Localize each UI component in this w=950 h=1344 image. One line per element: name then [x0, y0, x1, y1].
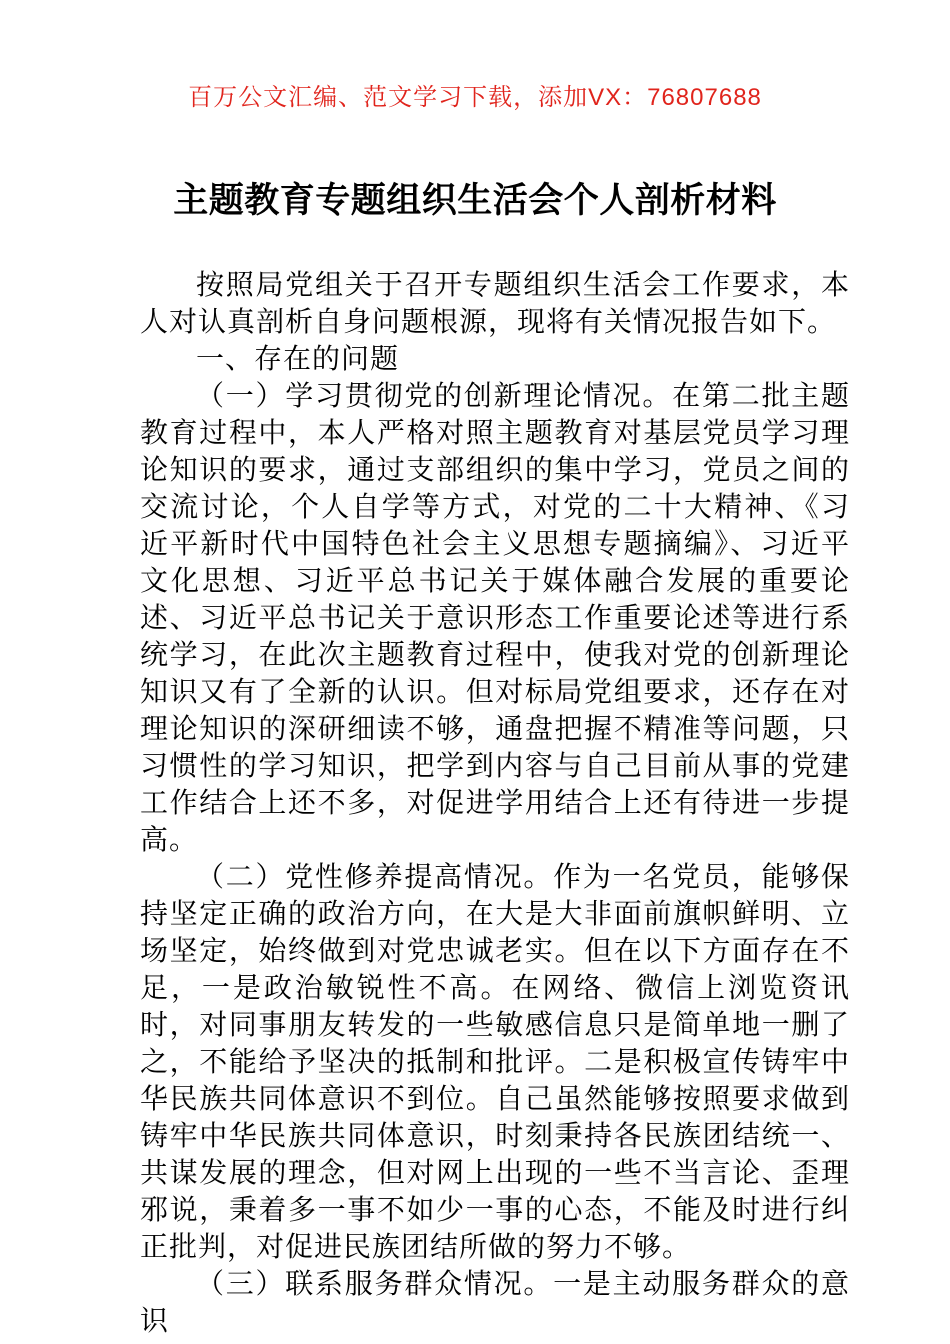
paragraph-intro: 按照局党组关于召开专题组织生活会工作要求，本人对认真剖析自身问题根源，现将有关情况报告如下。: [140, 269, 850, 337]
document-title: 主题教育专题组织生活会个人剖析材料: [173, 181, 777, 220]
paragraph-serving-masses: （三）联系服务群众情况。一是主动服务群众的意识: [140, 1268, 850, 1336]
document-body: [140, 266, 850, 1339]
watermark-promo-text: 百万公文汇编、范文学习下载，添加VX：76807688: [188, 84, 762, 111]
paragraph-party-spirit: （二）党性修养提高情况。作为一名党员，能够保持坚定正确的政治方向，在大是大非面前旗帜鲜明、立场坚定，始终做到对党忠诚老实。但在以下方面存在不足，一是政治敏锐性不高。在网络、微信上浏览资讯时，对同事朋友转发的一些敏感信息只是简单地一删了之，不能给予坚决的抵制和批评。二是积极宣传铸牢中华民族共同体意识不到位。自己虽然能够按照要求做到铸牢中华民族共同体意识，时刻秉持各民族团结统一、共谋发展的理念，但对网上出现的一些不当言论、歪理邪说，秉着多一事不如少一事的心态，不能及时进行纠正批判，对促进民族团结所做的努力不够。: [140, 861, 850, 1262]
paragraph-theory-study: （一）学习贯彻党的创新理论情况。在第二批主题教育过程中，本人严格对照主题教育对基层党员学习理论知识的要求，通过支部组织的集中学习，党员之间的交流讨论，个人自学等方式，对党的二十大精神、《习近平新时代中国特色社会主义思想专题摘编》、习近平文化思想、习近平总书记关于媒体融合发展的重要论述、习近平总书记关于意识形态工作重要论述等进行系统学习，在此次主题教育过程中，使我对党的创新理论知识又有了全新的认识。但对标局党组要求，还存在对理论知识的深研细读不够，通盘把握不精准等问题，只习惯性的学习知识，把学到内容与自己目前从事的党建工作结合上还不多，对促进学用结合上还有待进一步提高。: [140, 380, 850, 855]
section-heading-problems: 一、存在的问题: [196, 343, 400, 374]
